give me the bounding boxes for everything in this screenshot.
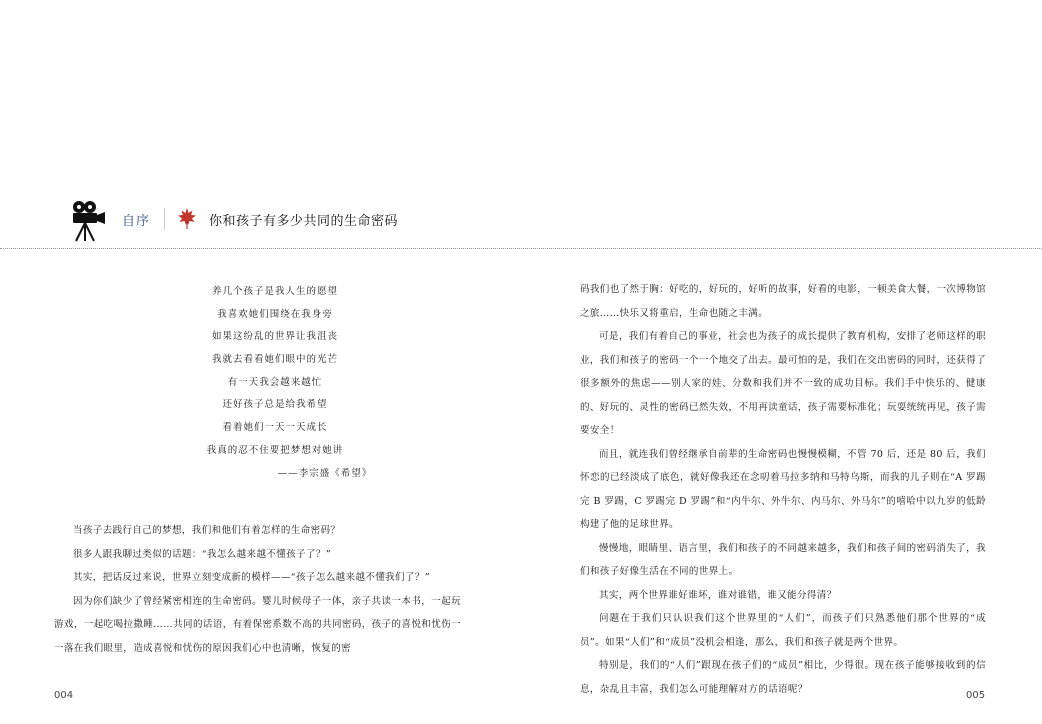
left-column-text	[54, 519, 461, 660]
poem-line: 养几个孩子是我人生的愿望	[211, 286, 338, 297]
header-divider	[164, 208, 165, 230]
poem-line: 如果这纷乱的世界让我沮丧	[211, 331, 338, 343]
poem-line: 还好孩子总是给我希望	[222, 399, 328, 411]
chapter-header	[70, 200, 670, 244]
paragraph: 可是，我们有着自己的事业，社会也为孩子的成长提供了教育机构，安排了老师这样的职业，我们和孩子的密码一个一个地交了出去。最可怕的是，我们在交出密码的同时，还获得了很多额外的焦虑——别人家的娃、分数和我们并不一致的成功目标。我们手中快乐的、健康的、好玩的、灵性的密码已然失效，不用再读童话，孩子需要标准化；玩耍统统再见，孩子需要安全！	[580, 331, 986, 436]
paragraph: 问题在于我们只认识我们这个世界里的“人们”，而孩子们只熟悉他们那个世界的“成员”。如果“人们”和“成员”没机会相逢，那么，我们和孩子就是两个世界。	[580, 613, 986, 648]
paragraph: 特别是，我们的“人们”跟现在孩子们的“成员”相比，少得很。现在孩子能够接收到的信息，杂乱且丰富，我们怎么可能理解对方的话语呢？	[580, 660, 986, 695]
paragraph: 而且，就连我们曾经继承自前辈的生命密码也慢慢模糊，不管 70 后，还是 80 后，我们怀恋的已经淡成了底色，就好像我还在念叨着马拉多纳和马特乌斯，而我的儿子则在“A 罗踢完 B 罗踢，C 罗踢完 D 罗踢”和“内牛尔、外牛尔、内马尔、外马尔”的嘻哈中以九岁的低龄构建了他的足球世界。	[580, 448, 986, 530]
section-label: 自序	[122, 214, 151, 229]
paragraph: 码我们也了然于胸：好吃的，好玩的，好听的故事，好看的电影，一顿美食大餐，一次博物馆之旅……快乐又将重启，生命也随之丰满。	[580, 284, 986, 319]
poem-line: 我真的忍不住要把梦想对她讲	[206, 444, 344, 456]
page-number-right: 005	[966, 690, 986, 701]
page-number-left: 004	[54, 690, 74, 701]
right-column-text	[580, 278, 986, 701]
chapter-title: 你和孩子有多少共同的生命密码	[209, 214, 399, 229]
poem-line: 有一天我会越来越忙	[227, 376, 323, 388]
poem-line: 我喜欢她们围绕在我身旁	[217, 308, 333, 320]
paragraph: 因为你们缺少了曾经紧密相连的生命密码。婴儿时候母子一体，亲子共读一本书，一起玩游戏，一起吃喝拉撒睡……共同的话语，有着保密系数不高的共同密码，孩子的喜悦和忧伤一一落在我们眼里，造成喜悦和忧伤的原因我们心中也清晰，恢复的密	[54, 595, 461, 654]
paragraph: 其实，把话反过来说，世界立刻变成新的模样——“孩子怎么越来越不懂我们了？”	[73, 572, 431, 583]
paragraph: 慢慢地，眼睛里、语言里，我们和孩子的不同越来越多，我们和孩子间的密码消失了，我们和孩子好像生活在不同的世界上。	[580, 542, 986, 577]
maple-leaf-icon	[175, 206, 199, 230]
poem-line: 看着她们一天一天成长	[222, 422, 328, 434]
poem-line: 我就去看看她们眼中的光芒	[211, 354, 338, 366]
paragraph: 很多人跟我聊过类似的话题：“我怎么越来越不懂孩子了？”	[73, 548, 332, 560]
poem-attribution: ——李宗盛《希望》	[277, 467, 373, 479]
epigraph-poem	[150, 281, 400, 485]
paragraph: 其实，两个世界谁好谁坏，谁对谁错，谁又能分得清？	[599, 589, 837, 601]
header-rule	[0, 248, 1042, 249]
film-camera-icon	[70, 200, 106, 242]
paragraph: 当孩子去践行自己的梦想，我们和他们有着怎样的生命密码？	[73, 525, 341, 536]
